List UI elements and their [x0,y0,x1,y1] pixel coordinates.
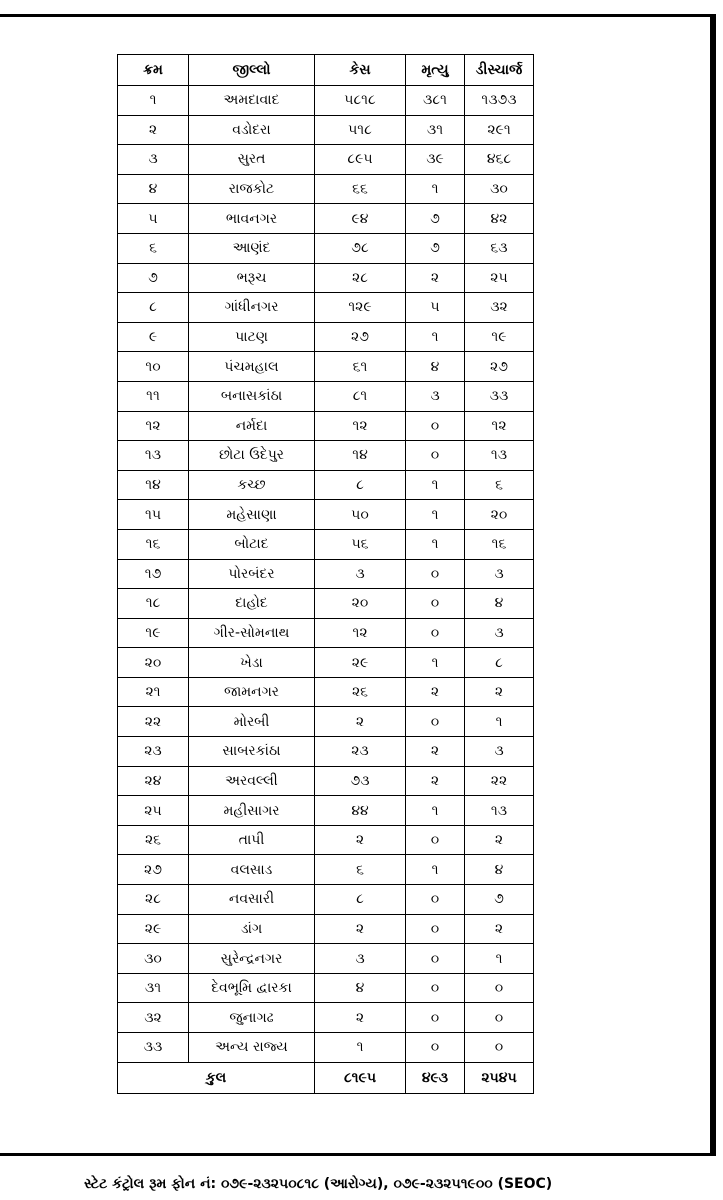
cell-serial: ૩૦ [118,944,189,974]
cell-deaths: ૧ [406,322,465,352]
cell-serial: ૨ [118,115,189,145]
cell-district: સુરત [189,145,315,175]
table-row [118,589,534,619]
cell-discharged: ૧ [465,707,534,737]
cell-serial: ૧૭ [118,559,189,589]
cell-cases: ૫૧૮ [315,115,406,145]
table-row [118,677,534,707]
cell-district: પાટણ [189,322,315,352]
cell-discharged: ૬૩ [465,233,534,263]
cell-district: વડોદરા [189,115,315,145]
cell-district: પંચમહાલ [189,352,315,382]
table-row [118,559,534,589]
table-row [118,233,534,263]
cell-discharged: ૧૨ [465,411,534,441]
cell-cases: ૨ [315,914,406,944]
table-row [118,766,534,796]
cell-district: ભરૂચ [189,263,315,293]
cell-discharged: ૨૦ [465,500,534,530]
cell-deaths: ૧ [406,796,465,826]
cell-discharged: ૩૨ [465,293,534,323]
cell-serial: ૧૫ [118,500,189,530]
table-row [118,707,534,737]
cell-deaths: ૧ [406,529,465,559]
district-covid-table [117,54,534,1094]
table-row [118,529,534,559]
cell-district: ખેડા [189,648,315,678]
cell-cases: ૩ [315,559,406,589]
cell-district: દેવભૂમિ દ્વારકા [189,973,315,1003]
cell-cases: ૨૮ [315,263,406,293]
cell-deaths: ૦ [406,589,465,619]
cell-cases: ૨૦ [315,589,406,619]
cell-district: વલસાડ [189,855,315,885]
cell-serial: ૨૯ [118,914,189,944]
cell-district: અમદાવાદ [189,86,315,116]
cell-deaths: ૨ [406,766,465,796]
cell-discharged: ૧૬ [465,529,534,559]
cell-deaths: ૦ [406,411,465,441]
cell-serial: ૩૨ [118,1003,189,1033]
cell-deaths: ૭ [406,204,465,234]
table-row [118,737,534,767]
cell-cases: ૮ [315,470,406,500]
cell-discharged: ૧૩ [465,796,534,826]
cell-serial: ૨૩ [118,737,189,767]
cell-district: અન્ય રાજ્ય [189,1033,315,1063]
cell-serial: ૩૩ [118,1033,189,1063]
header-cases: કેસ [315,55,406,86]
cell-cases: ૫૦ [315,500,406,530]
cell-cases: ૮૯૫ [315,145,406,175]
table-row [118,796,534,826]
cell-district: આણંદ [189,233,315,263]
cell-cases: ૫૮૧૮ [315,86,406,116]
cell-district: બોટાદ [189,529,315,559]
cell-cases: ૭૩ [315,766,406,796]
cell-deaths: ૧ [406,174,465,204]
cell-discharged: ૨૨ [465,766,534,796]
table-row [118,115,534,145]
cell-district: છોટા ઉદેપુર [189,441,315,471]
table-row [118,1033,534,1063]
table-row [118,825,534,855]
cell-serial: ૧૯ [118,618,189,648]
cell-serial: ૧૮ [118,589,189,619]
cell-cases: ૬૧ [315,352,406,382]
total-deaths: ૪૯૩ [406,1062,465,1093]
cell-discharged: ૨ [465,825,534,855]
cell-discharged: ૩ [465,559,534,589]
table-row [118,204,534,234]
cell-discharged: ૪૬૮ [465,145,534,175]
cell-serial: ૩ [118,145,189,175]
cell-cases: ૬૬ [315,174,406,204]
cell-deaths: ૧ [406,648,465,678]
table-row [118,293,534,323]
table-row [118,973,534,1003]
cell-deaths: ૨ [406,677,465,707]
table-row [118,855,534,885]
cell-serial: ૨૬ [118,825,189,855]
cell-deaths: ૦ [406,885,465,915]
cell-deaths: ૦ [406,1003,465,1033]
table-row [118,914,534,944]
cell-deaths: ૦ [406,825,465,855]
cell-cases: ૨ [315,825,406,855]
cell-district: અરવલ્લી [189,766,315,796]
cell-serial: ૫ [118,204,189,234]
cell-serial: ૨૪ [118,766,189,796]
cell-serial: ૮ [118,293,189,323]
cell-district: મોરબી [189,707,315,737]
table-row [118,885,534,915]
total-discharged: ૨૫૪૫ [465,1062,534,1093]
cell-discharged: ૨૫ [465,263,534,293]
cell-serial: ૨૧ [118,677,189,707]
cell-district: ગાંધીનગર [189,293,315,323]
header-district: જીલ્લો [189,55,315,86]
cell-serial: ૧૨ [118,411,189,441]
header-serial: ક્રમ [118,55,189,86]
cell-discharged: ૦ [465,973,534,1003]
cell-cases: ૭૮ [315,233,406,263]
table-row [118,944,534,974]
cell-district: નર્મદા [189,411,315,441]
table-row [118,322,534,352]
cell-cases: ૨૬ [315,677,406,707]
cell-district: દાહોદ [189,589,315,619]
cell-discharged: ૨ [465,677,534,707]
cell-discharged: ૨૭ [465,352,534,382]
cell-deaths: ૦ [406,973,465,1003]
cell-discharged: ૪ [465,589,534,619]
cell-serial: ૪ [118,174,189,204]
header-discharged: ડીસ્ચાર્જ [465,55,534,86]
cell-deaths: ૦ [406,944,465,974]
cell-district: રાજકોટ [189,174,315,204]
total-label: કુલ [118,1062,315,1093]
cell-discharged: ૧૩ [465,441,534,471]
cell-cases: ૪૪ [315,796,406,826]
cell-cases: ૧ [315,1033,406,1063]
table-row [118,145,534,175]
header-deaths: મૃત્યુ [406,55,465,86]
cell-discharged: ૩ [465,737,534,767]
table-body [118,86,534,1063]
cell-discharged: ૦ [465,1033,534,1063]
cell-deaths: ૨ [406,263,465,293]
cell-deaths: ૦ [406,618,465,648]
table-row [118,648,534,678]
table-row [118,86,534,116]
cell-cases: ૧૪ [315,441,406,471]
table-row [118,352,534,382]
cell-district: મહીસાગર [189,796,315,826]
cell-serial: ૨૨ [118,707,189,737]
cell-deaths: ૪ [406,352,465,382]
cell-serial: ૧૪ [118,470,189,500]
cell-deaths: ૩૧ [406,115,465,145]
cell-discharged: ૮ [465,648,534,678]
district-table-container [117,54,533,1094]
cell-district: સુરેન્દ્રનગર [189,944,315,974]
cell-cases: ૧૨ [315,618,406,648]
cell-deaths: ૩૯ [406,145,465,175]
cell-serial: ૨૦ [118,648,189,678]
cell-discharged: ૨૯૧ [465,115,534,145]
cell-serial: ૨૮ [118,885,189,915]
table-row [118,174,534,204]
cell-district: બનાસકાંઠા [189,381,315,411]
cell-district: પોરબંદર [189,559,315,589]
cell-deaths: ૧ [406,470,465,500]
cell-cases: ૩ [315,944,406,974]
cell-serial: ૧૧ [118,381,189,411]
cell-discharged: ૪૨ [465,204,534,234]
table-row [118,1003,534,1033]
cell-cases: ૪ [315,973,406,1003]
cell-serial: ૧૬ [118,529,189,559]
cell-cases: ૨૯ [315,648,406,678]
cell-district: નવસારી [189,885,315,915]
cell-serial: ૧૦ [118,352,189,382]
cell-cases: ૨ [315,707,406,737]
cell-deaths: ૩૮૧ [406,86,465,116]
cell-cases: ૨૩ [315,737,406,767]
cell-deaths: ૩ [406,381,465,411]
total-cases: ૮૧૯૫ [315,1062,406,1093]
cell-discharged: ૪ [465,855,534,885]
cell-discharged: ૩ [465,618,534,648]
cell-discharged: ૧ [465,944,534,974]
cell-deaths: ૦ [406,1033,465,1063]
cell-district: ગીર-સોમનાથ [189,618,315,648]
cell-district: કચ્છ [189,470,315,500]
cell-serial: ૩૧ [118,973,189,1003]
table-row [118,618,534,648]
cell-discharged: ૩૦ [465,174,534,204]
cell-deaths: ૧ [406,500,465,530]
cell-discharged: ૩૩ [465,381,534,411]
cell-district: મહેસાણા [189,500,315,530]
control-room-contact: સ્ટેટ કંટ્રોલ રૂમ ફોન નં: ૦૭૯-૨૩૨૫૦૮૧૮ (આરોગ્ય), ૦૭૯-૨૩૨૫૧૯૦૦ (SEOC) [84,1176,553,1192]
cell-serial: ૨૭ [118,855,189,885]
table-row [118,411,534,441]
cell-discharged: ૧૩૭૩ [465,86,534,116]
table-row [118,441,534,471]
cell-serial: ૧૩ [118,441,189,471]
cell-deaths: ૭ [406,233,465,263]
table-row [118,470,534,500]
cell-cases: ૮ [315,885,406,915]
cell-cases: ૮૧ [315,381,406,411]
cell-deaths: ૫ [406,293,465,323]
cell-serial: ૨૫ [118,796,189,826]
cell-serial: ૯ [118,322,189,352]
cell-discharged: ૭ [465,885,534,915]
cell-serial: ૭ [118,263,189,293]
cell-cases: ૧૨ [315,411,406,441]
cell-deaths: ૦ [406,441,465,471]
table-row [118,381,534,411]
cell-discharged: ૧૯ [465,322,534,352]
cell-serial: ૬ [118,233,189,263]
cell-deaths: ૦ [406,914,465,944]
table-header-row [118,55,534,86]
cell-cases: ૬ [315,855,406,885]
cell-deaths: ૦ [406,707,465,737]
cell-district: જુનાગઢ [189,1003,315,1033]
table-row [118,500,534,530]
cell-deaths: ૧ [406,855,465,885]
table-total-row [118,1062,534,1093]
cell-discharged: ૦ [465,1003,534,1033]
cell-district: ડાંગ [189,914,315,944]
table-row [118,263,534,293]
cell-deaths: ૦ [406,559,465,589]
cell-district: સાબરકાંઠા [189,737,315,767]
cell-discharged: ૬ [465,470,534,500]
cell-cases: ૨ [315,1003,406,1033]
cell-deaths: ૨ [406,737,465,767]
cell-discharged: ૨ [465,914,534,944]
cell-district: જામનગર [189,677,315,707]
cell-cases: ૯૪ [315,204,406,234]
cell-cases: ૧૨૯ [315,293,406,323]
cell-serial: ૧ [118,86,189,116]
cell-district: ભાવનગર [189,204,315,234]
cell-cases: ૫૬ [315,529,406,559]
cell-district: તાપી [189,825,315,855]
cell-cases: ૨૭ [315,322,406,352]
